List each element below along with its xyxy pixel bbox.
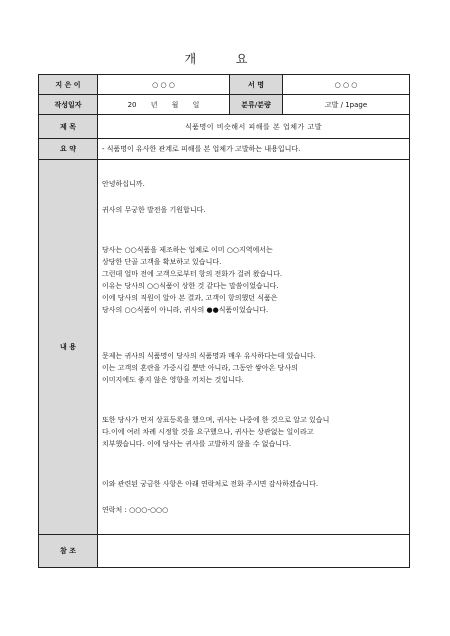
summary-form-table	[38, 74, 410, 568]
content-line: 치부했습니다. 이에 당사는 귀사를 고발하지 않을 수 없습니다.	[102, 440, 292, 448]
category-value: 고발 / 1page	[283, 95, 410, 115]
content-line: 당사의 ○○식품이 아니라, 귀사의 ●●식품이었습니다.	[102, 306, 269, 314]
content-line: 상당한 단골 고객을 확보하고 있습니다.	[102, 258, 222, 266]
reference-label: 참 조	[39, 535, 98, 568]
document-title: 개 요	[184, 52, 266, 66]
row-subject	[39, 115, 410, 139]
row-reference	[39, 535, 410, 568]
content-body	[98, 160, 410, 535]
content-line: 이는 고객의 혼란을 가중시킬 뿐만 아니라, 그동안 쌓아온 당사의	[102, 364, 298, 372]
row-summary	[39, 139, 410, 160]
content-greeting: 안녕하십니까.	[102, 180, 145, 188]
summary-label: 요 약	[39, 139, 98, 160]
content-line: 그런데 얼마 전에 고객으로부터 항의 전화가 걸려 왔습니다.	[102, 270, 283, 278]
content-closing: 이와 관련된 궁금한 사항은 아래 연락처로 전화 주시면 감사하겠습니다.	[102, 480, 319, 488]
reference-value	[98, 535, 410, 568]
subject-label: 제 목	[39, 115, 98, 139]
content-contact: 연락처 : ○○○-○○○	[102, 506, 169, 514]
content-line: 이에 당사의 직원이 알아 본 결과, 고객이 항의했던 식품은	[102, 294, 278, 302]
content-line: 다.이에 여러 차례 시정할 것을 요구했으나, 귀사는 상관없는 일이라고	[102, 428, 314, 436]
category-label: 분류/분량	[230, 95, 283, 115]
row-author	[39, 75, 410, 95]
author-value: ○ ○ ○	[98, 75, 230, 95]
row-content	[39, 160, 410, 535]
row-date	[39, 95, 410, 115]
content-line: 당사는 ○○식품을 제조하는 업체로 이미 ○○지역에서는	[102, 246, 273, 254]
subject-value: 식품명이 비슷해서 피해를 본 업체가 고발	[98, 115, 410, 139]
content-line: 문제는 귀사의 식품명이 당사의 식품명과 매우 유사하다는데 있습니다.	[102, 352, 316, 360]
date-value: 20 년 월 일	[98, 95, 230, 115]
content-label: 내 용	[39, 160, 98, 535]
summary-value: - 식품명이 유사한 관계로 피해를 본 업체가 고발하는 내용입니다.	[98, 139, 410, 160]
content-line: 또한 당사가 먼저 상표등록을 했으며, 귀사는 나중에 한 것으로 알고 있습니	[102, 416, 330, 424]
author-label: 지 은 이	[39, 75, 98, 95]
content-line: 이미지에도 좋지 않은 영향을 끼치는 것입니다.	[102, 376, 244, 384]
content-line: 이유는 당사의 ○○식품이 상한 것 같다는 말씀이었습니다.	[102, 282, 279, 290]
date-label: 작성일자	[39, 95, 98, 115]
volume-label: 서 명	[230, 75, 283, 95]
volume-value: ○ ○ ○	[283, 75, 410, 95]
content-wish: 귀사의 무궁한 발전을 기원합니다.	[102, 206, 206, 214]
